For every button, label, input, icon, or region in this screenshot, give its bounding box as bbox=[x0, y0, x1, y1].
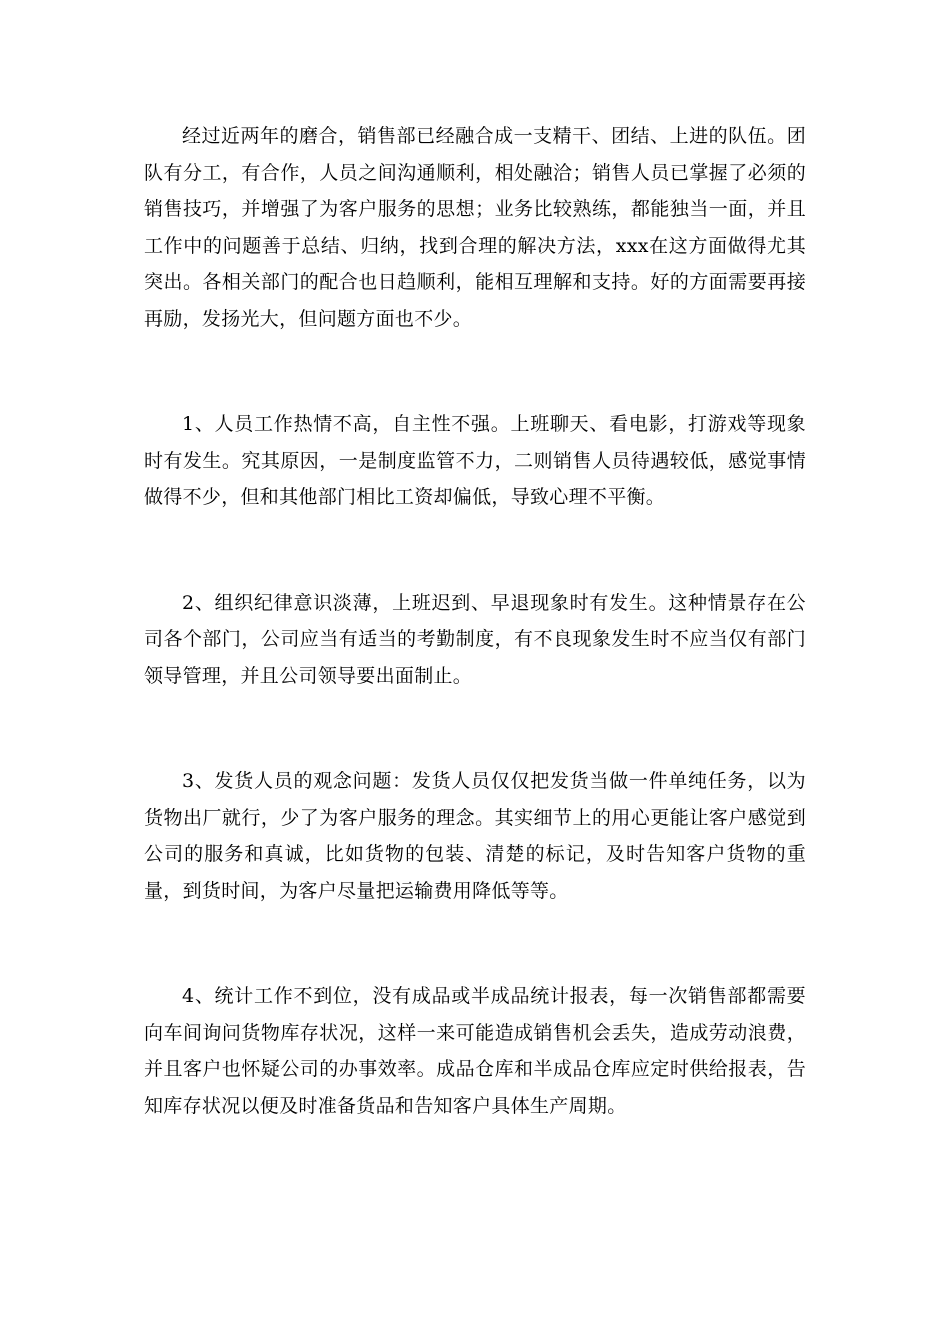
issue-4-paragraph: 4、统计工作不到位，没有成品或半成品统计报表，每一次销售部都需要向车间询问货物库存状况，这样一来可能造成销售机会丢失，造成劳动浪费，并且客户也怀疑公司的办事效率。成品仓库和半成品仓库应定时供给报表，告知库存状况以便及时准备货品和告知客户具体生产周期。 bbox=[144, 985, 806, 1117]
issue-2-paragraph: 2、组织纪律意识淡薄，上班迟到、早退现象时有发生。这种情景存在公司各个部门，公司应当有适当的考勤制度，有不良现象发生时不应当仅有部门领导管理，并且公司领导要出面制止。 bbox=[144, 591, 806, 687]
document-page bbox=[144, 118, 806, 1124]
intro-paragraph: 经过近两年的磨合，销售部已经融合成一支精干、团结、上进的队伍。团队有分工，有合作，人员之间沟通顺利，相处融洽；销售人员已掌握了必须的销售技巧，并增强了为客户服务的思想；业务比较熟练，都能独当一面，并且工作中的问题善于总结、归纳，找到合理的解决方法，xxx在这方面做得尤其突出。各相关部门的配合也日趋顺利，能相互理解和支持。好的方面需要再接再励，发扬光大，但问题方面也不少。 bbox=[144, 125, 806, 330]
issue-1-paragraph: 1、人员工作热情不高，自主性不强。上班聊天、看电影，打游戏等现象时有发生。究其原因，一是制度监管不力，二则销售人员待遇较低，感觉事情做得不少，但和其他部门相比工资却偏低，导致心理不平衡。 bbox=[144, 413, 806, 508]
issue-3-paragraph: 3、发货人员的观念问题：发货人员仅仅把发货当做一件单纯任务，以为货物出厂就行，少了为客户服务的理念。其实细节上的用心更能让客户感觉到公司的服务和真诚，比如货物的包装、清楚的标记，及时告知客户货物的重量，到货时间，为客户尽量把运输费用降低等等。 bbox=[144, 770, 806, 902]
